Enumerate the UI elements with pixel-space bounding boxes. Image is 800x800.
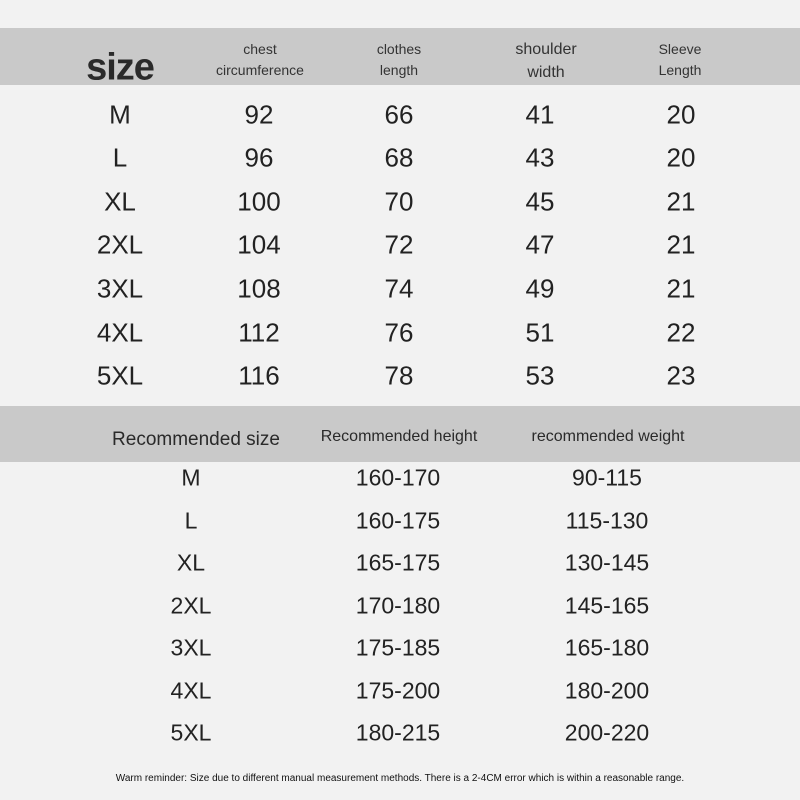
- sleeve-header-line1: Sleeve: [658, 41, 702, 57]
- recommended-weight-header: recommended weight: [531, 428, 685, 445]
- size-cell: 5XL: [96, 360, 144, 391]
- rec-weight-cell: 130-145: [564, 549, 650, 576]
- rec-height-cell: 160-170: [355, 464, 441, 491]
- recommended-height-header: Recommended height: [320, 428, 478, 445]
- rec-size-cell: 3XL: [170, 634, 212, 661]
- size-cell: L: [112, 142, 128, 173]
- shoulder-column-header: [515, 38, 576, 84]
- shoulder-cell: 53: [525, 360, 555, 391]
- rec-weight-cell: 145-165: [564, 592, 650, 619]
- chest-cell: 112: [238, 317, 280, 348]
- sleeve-header-line2: Length: [658, 62, 702, 78]
- rec-weight-cell: 180-200: [564, 677, 650, 704]
- chest-cell: 108: [237, 273, 281, 304]
- chest-cell: 104: [237, 229, 281, 260]
- shoulder-header-line1: shoulder: [515, 41, 577, 58]
- recommended-size-header: Recommended size: [112, 429, 280, 450]
- shoulder-cell: 51: [525, 317, 555, 348]
- length-cell: 78: [384, 360, 414, 391]
- rec-size-cell: M: [181, 464, 201, 491]
- sleeve-cell: 21: [666, 273, 696, 304]
- rec-size-cell: L: [184, 507, 198, 534]
- chest-cell: 96: [244, 142, 274, 173]
- sleeve-column-header: [659, 39, 702, 81]
- rec-weight-cell: 165-180: [564, 634, 650, 661]
- size-cell: M: [109, 99, 131, 130]
- length-cell: 66: [384, 99, 414, 130]
- rec-height-cell: 175-200: [355, 677, 441, 704]
- chest-cell: 92: [244, 99, 274, 130]
- shoulder-cell: 47: [525, 229, 555, 260]
- size-cell: 4XL: [96, 317, 144, 348]
- shoulder-cell: 43: [525, 142, 555, 173]
- length-header-line1: clothes: [376, 41, 422, 57]
- rec-weight-cell: 115-130: [565, 507, 649, 534]
- sleeve-cell: 20: [666, 142, 696, 173]
- rec-height-cell: 160-175: [355, 507, 441, 534]
- size-cell: 3XL: [96, 273, 144, 304]
- rec-size-cell: 4XL: [170, 677, 212, 704]
- length-column-header: [377, 39, 421, 81]
- shoulder-cell: 45: [525, 186, 555, 217]
- sleeve-cell: 23: [666, 360, 696, 391]
- rec-weight-cell: 200-220: [564, 719, 650, 746]
- sleeve-cell: 20: [666, 99, 696, 130]
- shoulder-cell: 41: [525, 99, 555, 130]
- rec-height-cell: 165-175: [355, 549, 441, 576]
- length-cell: 68: [384, 142, 414, 173]
- length-header-line2: length: [379, 62, 419, 78]
- rec-size-cell: XL: [176, 549, 206, 576]
- shoulder-header-line2: width: [527, 64, 565, 81]
- size-cell: 2XL: [96, 229, 144, 260]
- chest-header-line2: circumference: [216, 62, 304, 78]
- sleeve-cell: 21: [666, 229, 696, 260]
- length-cell: 74: [384, 273, 414, 304]
- warm-reminder-note: Warm reminder: Size due to different manual measurement methods. There is a 2-4CM error which is within a reasonable range.: [115, 773, 685, 784]
- shoulder-cell: 49: [525, 273, 555, 304]
- length-cell: 72: [384, 229, 414, 260]
- chest-cell: 100: [237, 186, 281, 217]
- length-cell: 70: [384, 186, 414, 217]
- rec-height-cell: 175-185: [355, 634, 441, 661]
- rec-height-cell: 170-180: [355, 592, 441, 619]
- rec-height-cell: 180-215: [355, 719, 441, 746]
- chest-column-header: [216, 39, 304, 81]
- sleeve-cell: 21: [666, 186, 696, 217]
- chest-cell: 116: [238, 360, 280, 391]
- rec-weight-cell: 90-115: [572, 464, 642, 491]
- rec-size-cell: 2XL: [170, 592, 212, 619]
- length-cell: 76: [384, 317, 414, 348]
- sleeve-cell: 22: [666, 317, 696, 348]
- size-cell: XL: [104, 186, 136, 217]
- rec-size-cell: 5XL: [170, 719, 212, 746]
- size-column-header: size: [86, 46, 154, 89]
- chest-header-line1: chest: [243, 41, 277, 57]
